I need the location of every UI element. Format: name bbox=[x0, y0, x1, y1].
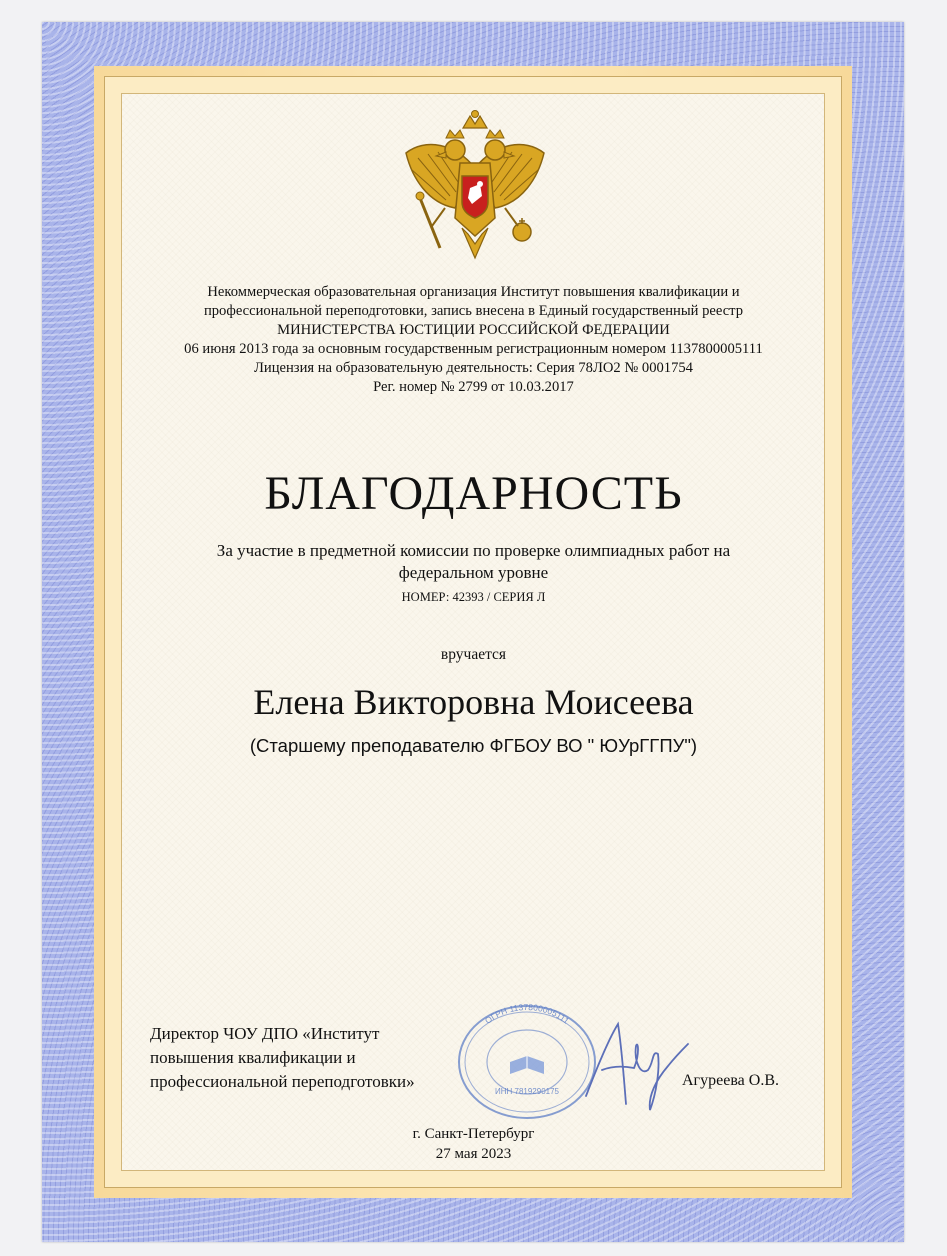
stamp-ogrn: ОГРН 1137800005111 bbox=[482, 1002, 572, 1026]
stamp-inn: ИНН 7819290175 bbox=[494, 1087, 560, 1096]
director-line: профессиональной переподготовки» bbox=[150, 1072, 415, 1091]
director-title bbox=[150, 1022, 415, 1094]
coat-of-arms-emblem bbox=[400, 108, 550, 264]
date: 27 мая 2023 bbox=[435, 1146, 512, 1162]
handed-to-label: вручается bbox=[440, 646, 507, 663]
org-line: Лицензия на образовательную деятельность: Серия 78ЛО2 № 0001754 bbox=[254, 360, 693, 376]
svg-text:ОГРН 1137800005111 bbox=[483, 1002, 572, 1026]
organization-info bbox=[100, 283, 847, 397]
org-line: Некоммерческая образовательная организация Институт повышения квалификации и bbox=[207, 284, 740, 300]
recipient-position: (Старшему преподавателю ФГБОУ ВО " ЮУрГГПУ") bbox=[249, 735, 698, 756]
certificate-title: БЛАГОДАРНОСТЬ bbox=[264, 467, 683, 520]
reason-line: За участие в предметной комиссии по проверке олимпиадных работ на bbox=[216, 541, 731, 560]
certificate-reason bbox=[120, 540, 827, 584]
org-line: МИНИСТЕРСТВА ЮСТИЦИИ РОССИЙСКОЙ ФЕДЕРАЦИИ bbox=[277, 322, 670, 338]
org-line: 06 июня 2013 года за основным государственным регистрационным номером 1137800005111 bbox=[184, 341, 763, 357]
director-line: Директор ЧОУ ДПО «Институт bbox=[150, 1024, 380, 1043]
signer-name: Агуреева О.В. bbox=[682, 1072, 779, 1089]
recipient-name: Елена Викторовна Моисеева bbox=[253, 682, 694, 722]
certificate-number: НОМЕР: 42393 / СЕРИЯ Л bbox=[401, 590, 546, 604]
director-line: повышения квалификации и bbox=[150, 1048, 356, 1067]
city: г. Санкт-Петербург bbox=[412, 1126, 535, 1142]
org-line: профессиональной переподготовки, запись внесена в Единый государственный реестр bbox=[203, 303, 744, 319]
handwritten-signature bbox=[578, 1010, 694, 1116]
org-line: Рег. номер № 2799 от 10.03.2017 bbox=[373, 379, 574, 395]
reason-line: федеральном уровне bbox=[398, 563, 549, 582]
place-and-date bbox=[320, 1124, 627, 1164]
